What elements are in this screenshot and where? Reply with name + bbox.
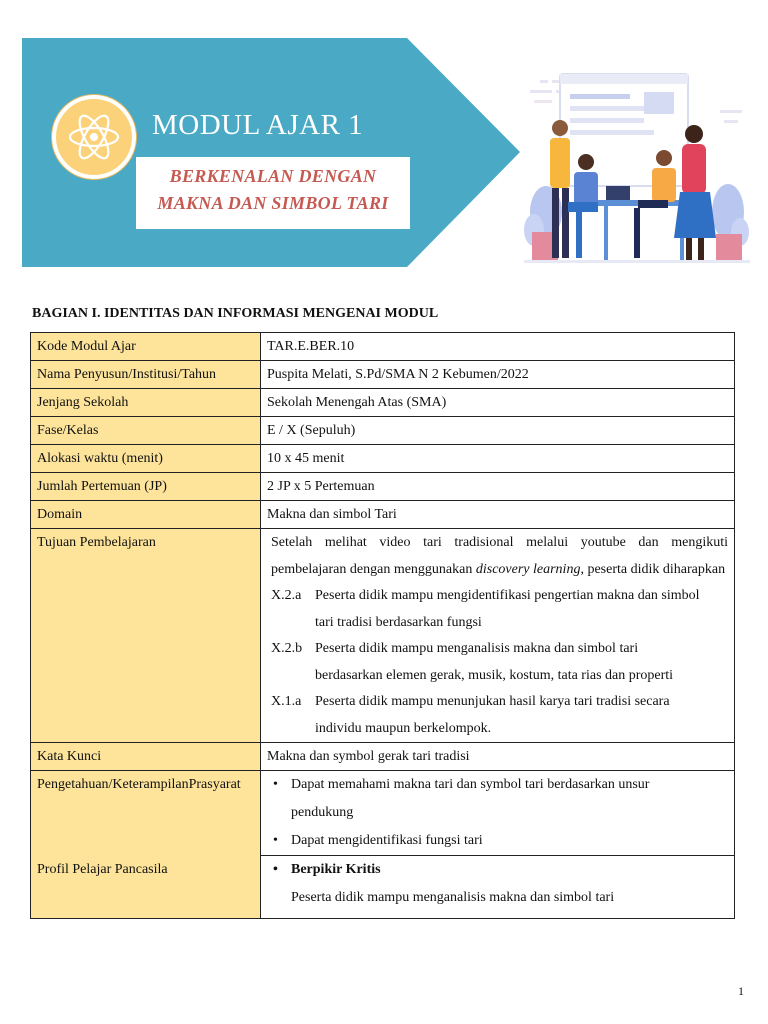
section-title: BAGIAN I. IDENTITAS DAN INFORMASI MENGENAI MODUL: [32, 306, 439, 321]
goal-line: Peserta didik mampu menunjukan hasil karya tari tradisi secara: [315, 694, 670, 709]
goal-line: Peserta didik mampu menganalisis makna dan simbol tari: [315, 641, 639, 656]
goal-text: [315, 636, 728, 689]
goal-text: [315, 583, 728, 636]
row-value: 10 x 45 menit: [261, 445, 735, 473]
learning-goal-item: [267, 689, 728, 742]
row-label: Kode Modul Ajar: [31, 333, 261, 361]
page-number: 1: [738, 984, 744, 998]
module-title: MODUL AJAR 1: [152, 109, 364, 141]
row-value: Puspita Melati, S.Pd/SMA N 2 Kebumen/2022: [261, 361, 735, 389]
row-label: Kata Kunci: [31, 743, 261, 771]
row-label: Jumlah Pertemuan (JP): [31, 473, 261, 501]
row-label: Tujuan Pembelajaran: [31, 529, 261, 743]
list-item: [267, 771, 728, 827]
row-value: Makna dan symbol gerak tari tradisi: [261, 743, 735, 771]
profile-description: Peserta didik mampu menganalisis makna dan simbol tari: [291, 890, 615, 905]
goal-code: X.2.b: [271, 641, 303, 656]
row-label: [31, 856, 261, 919]
row-value: E / X (Sepuluh): [261, 417, 735, 445]
subtitle-box: [136, 157, 410, 229]
row-label: Nama Penyusun/Institusi/Tahun: [31, 361, 261, 389]
row-label: Fase/Kelas: [31, 417, 261, 445]
row-value: TAR.E.BER.10: [261, 333, 735, 361]
table-row: [31, 743, 735, 771]
table-row: [31, 501, 735, 529]
row-value: [261, 529, 735, 743]
row-value: 2 JP x 5 Pertemuan: [261, 473, 735, 501]
row-label: [31, 771, 261, 856]
row-value: Makna dan simbol Tari: [261, 501, 735, 529]
table-row: [31, 771, 735, 856]
bullet-icon: •: [273, 833, 278, 848]
bullet-icon: •: [273, 862, 278, 877]
list-item: [267, 827, 728, 855]
intro-emphasis: discovery learning: [475, 562, 581, 577]
learning-goal-item: [267, 636, 728, 689]
table-row: [31, 856, 735, 919]
intro-text: Setelah melihat video tari tradisional melalui youtube dan mengikuti pembelajaran dengan menggunakan: [271, 535, 728, 577]
table-row: [31, 361, 735, 389]
goal-code: X.2.a: [271, 588, 302, 603]
table-row: [31, 333, 735, 361]
goal-line: tari tradisi berdasarkan fungsi: [315, 614, 482, 630]
list-item-text: [291, 771, 649, 827]
header-banner: [0, 0, 768, 290]
list-line: pendukung: [291, 805, 354, 820]
table-row: [31, 445, 735, 473]
emblem: [52, 95, 136, 179]
module-info-table: [30, 332, 735, 919]
row-label: Alokasi waktu (menit): [31, 445, 261, 473]
goal-text: [315, 689, 728, 742]
goal-line: berdasarkan elemen gerak, musik, kostum, tata rias dan properti: [315, 667, 674, 683]
row-value: [261, 771, 735, 856]
table-row: [31, 389, 735, 417]
learning-goal-intro: [267, 529, 728, 583]
row-label: Jenjang Sekolah: [31, 389, 261, 417]
list-item: [267, 856, 728, 884]
team-meeting-illustration: [524, 62, 750, 272]
row-label-text: Pengetahuan/KeterampilanPrasyarat: [37, 777, 241, 792]
table-row: [31, 529, 735, 743]
subtitle-line: BERKENALAN DENGAN: [169, 166, 377, 186]
atom-icon: [64, 107, 124, 167]
list-line: Dapat memahami makna tari dan symbol tari berdasarkan unsur: [291, 777, 650, 792]
bullet-icon: •: [273, 777, 278, 792]
subtitle-line: MAKNA DAN SIMBOL TARI: [157, 193, 389, 213]
row-value: Sekolah Menengah Atas (SMA): [261, 389, 735, 417]
goal-line: individu maupun berkelompok.: [315, 720, 492, 736]
row-label: Domain: [31, 501, 261, 529]
goal-code: X.1.a: [271, 694, 302, 709]
profile-dimension: Berpikir Kritis: [291, 862, 381, 877]
intro-text: , peserta didik diharapkan: [580, 562, 726, 577]
row-value: [261, 856, 735, 919]
table-row: [31, 473, 735, 501]
table-row: [31, 417, 735, 445]
module-subtitle: [136, 163, 410, 217]
goal-line: Peserta didik mampu mengidentifikasi pengertian makna dan simbol: [315, 588, 700, 603]
learning-goal-item: [267, 583, 728, 636]
row-label-text: Profil Pelajar Pancasila: [37, 861, 168, 877]
list-item-text: Dapat mengidentifikasi fungsi tari: [291, 833, 483, 848]
